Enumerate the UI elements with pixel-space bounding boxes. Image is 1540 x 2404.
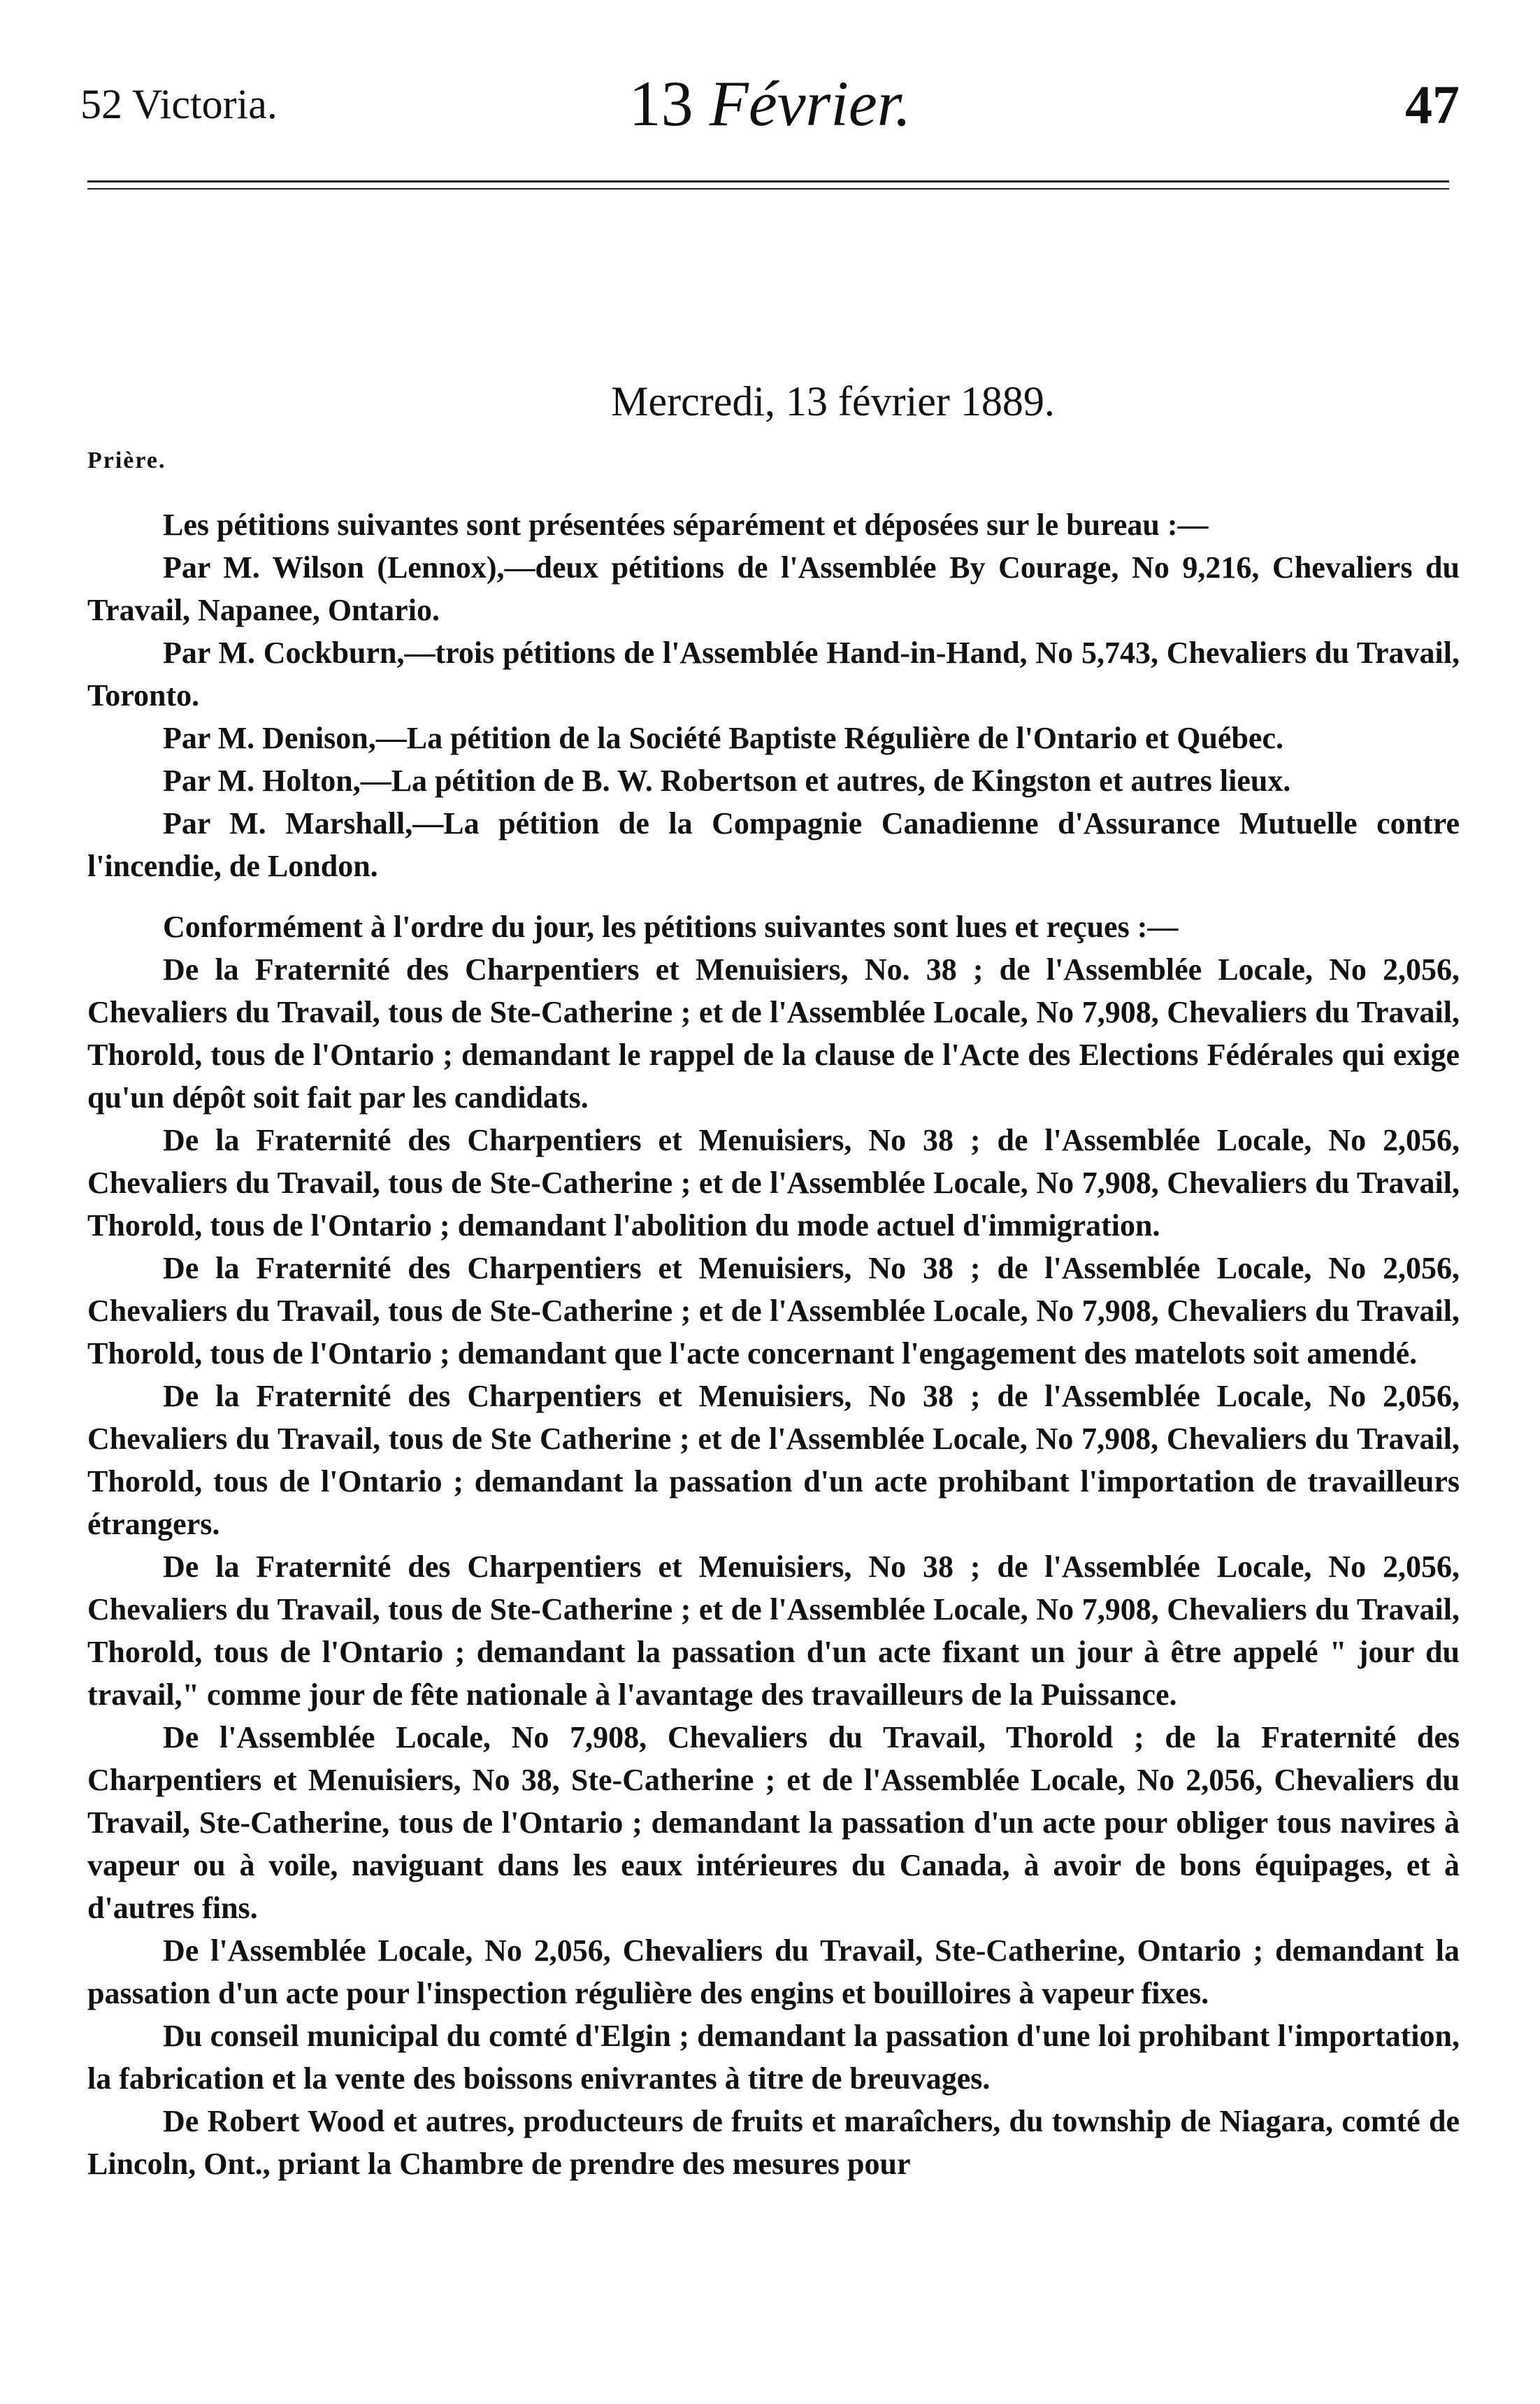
received-petition: Du conseil municipal du comté d'Elgin ; demandant la passation d'une loi prohibant l'importation, la fabrication et la vente des boissons enivrantes à titre de breuvages. bbox=[87, 2019, 1460, 2096]
petition-wilson: Par M. Wilson (Lennox),—deux pétitions de l'Assemblée By Courage, No 9,216, Chevaliers du Travail, Napanee, Ontario. bbox=[87, 550, 1460, 627]
priere-heading: Prière. bbox=[87, 448, 166, 473]
petition-denison: Par M. Denison,—La pétition de la Société Baptiste Régulière de l'Ontario et Québec. bbox=[163, 721, 1283, 755]
received-petition: De la Fraternité des Charpentiers et Menuisiers, No 38 ; de l'Assemblée Locale, No 2,056, Chevaliers du Travail, tous de Ste Catherine ; et de l'Assemblée Locale, No 7,908, Chevaliers du Travail, Thorold, tous de l'Ontario ; demandant la passation d'un acte prohibant l'importation de travailleurs étrangers. bbox=[87, 1379, 1460, 1541]
page-number: 47 bbox=[1405, 74, 1460, 135]
received-petition: De la Fraternité des Charpentiers et Menuisiers, No 38 ; de l'Assemblée Locale, No 2,056, Chevaliers du Travail, tous de Ste-Catherine ; et de l'Assemblée Locale, No 7,908, Chevaliers du Travail, Thorold, tous de l'Ontario ; demandant l'abolition du mode actuel d'immigration. bbox=[87, 1123, 1460, 1243]
header-rule bbox=[87, 180, 1449, 189]
received-petition: De la Fraternité des Charpentiers et Menuisiers, No 38 ; de l'Assemblée Locale, No 2,056, Chevaliers du Travail, tous de Ste-Catherine ; et de l'Assemblée Locale, No 7,908, Chevaliers du Travail, Thorold, tous de l'Ontario ; demandant la passation d'un acte fixant un jour à être appelé " jour du travail," comme jour de fête nationale à l'avantage des travailleurs de la Puissance. bbox=[87, 1550, 1460, 1712]
received-petition: De la Fraternité des Charpentiers et Menuisiers, No. 38 ; de l'Assemblée Locale, No 2,056, Chevaliers du Travail, tous de Ste-Catherine ; et de l'Assemblée Locale, No 7,908, Chevaliers du Travail, Thorold, tous de l'Ontario ; demandant le rappel de la clause de l'Acte des Elections Fédérales qui exige qu'un dépôt soit fait par les candidats. bbox=[87, 952, 1460, 1115]
session-label: 52 Victoria. bbox=[80, 81, 278, 127]
received-petition: De la Fraternité des Charpentiers et Menuisiers, No 38 ; de l'Assemblée Locale, No 2,056, Chevaliers du Travail, tous de Ste-Catherine ; et de l'Assemblée Locale, No 7,908, Chevaliers du Travail, Thorold, tous de l'Ontario ; demandant que l'acte concernant l'engagement des matelots soit amendé. bbox=[87, 1251, 1460, 1371]
petitions-intro: Les pétitions suivantes sont présentées séparément et déposées sur le bureau :— bbox=[163, 508, 1209, 542]
sitting-date: Mercredi, 13 février 1889. bbox=[611, 378, 1055, 424]
header-date bbox=[80, 66, 1460, 141]
received-petition: De l'Assemblée Locale, No 7,908, Chevaliers du Travail, Thorold ; de la Fraternité des Charpentiers et Menuisiers, No 38, Ste-Catherine ; et de l'Assemblée Locale, No 2,056, Chevaliers du Travail, Ste-Catherine, tous de l'Ontario ; demandant la passation d'un acte pour obliger tous navires à vapeur ou à voile, naviguant dans les eaux intérieures du Canada, à avoir de bons équipages, et à d'autres fins. bbox=[87, 1720, 1460, 1925]
received-petition: De l'Assemblée Locale, No 2,056, Chevaliers du Travail, Ste-Catherine, Ontario ; demandant la passation d'un acte pour l'inspection régulière des engins et bouilloires à vapeur fixes. bbox=[87, 1933, 1460, 2010]
body-text bbox=[87, 503, 1460, 2185]
header-month: Février. bbox=[709, 68, 912, 139]
header-day: 13 bbox=[628, 68, 693, 139]
received-intro: Conformément à l'ordre du jour, les pétitions suivantes sont lues et reçues :— bbox=[163, 910, 1179, 944]
petition-holton: Par M. Holton,—La pétition de B. W. Robertson et autres, de Kingston et autres lieux. bbox=[163, 764, 1291, 798]
running-head bbox=[80, 66, 1460, 143]
received-petition: De Robert Wood et autres, producteurs de fruits et maraîchers, du township de Niagara, comté de Lincoln, Ont., priant la Chambre de prendre des mesures pour bbox=[87, 2104, 1460, 2181]
petition-cockburn: Par M. Cockburn,—trois pétitions de l'Assemblée Hand-in-Hand, No 5,743, Chevaliers du Travail, Toronto. bbox=[87, 636, 1460, 713]
petition-marshall: Par M. Marshall,—La pétition de la Compagnie Canadienne d'Assurance Mutuelle contre l'incendie, de London. bbox=[87, 806, 1460, 883]
